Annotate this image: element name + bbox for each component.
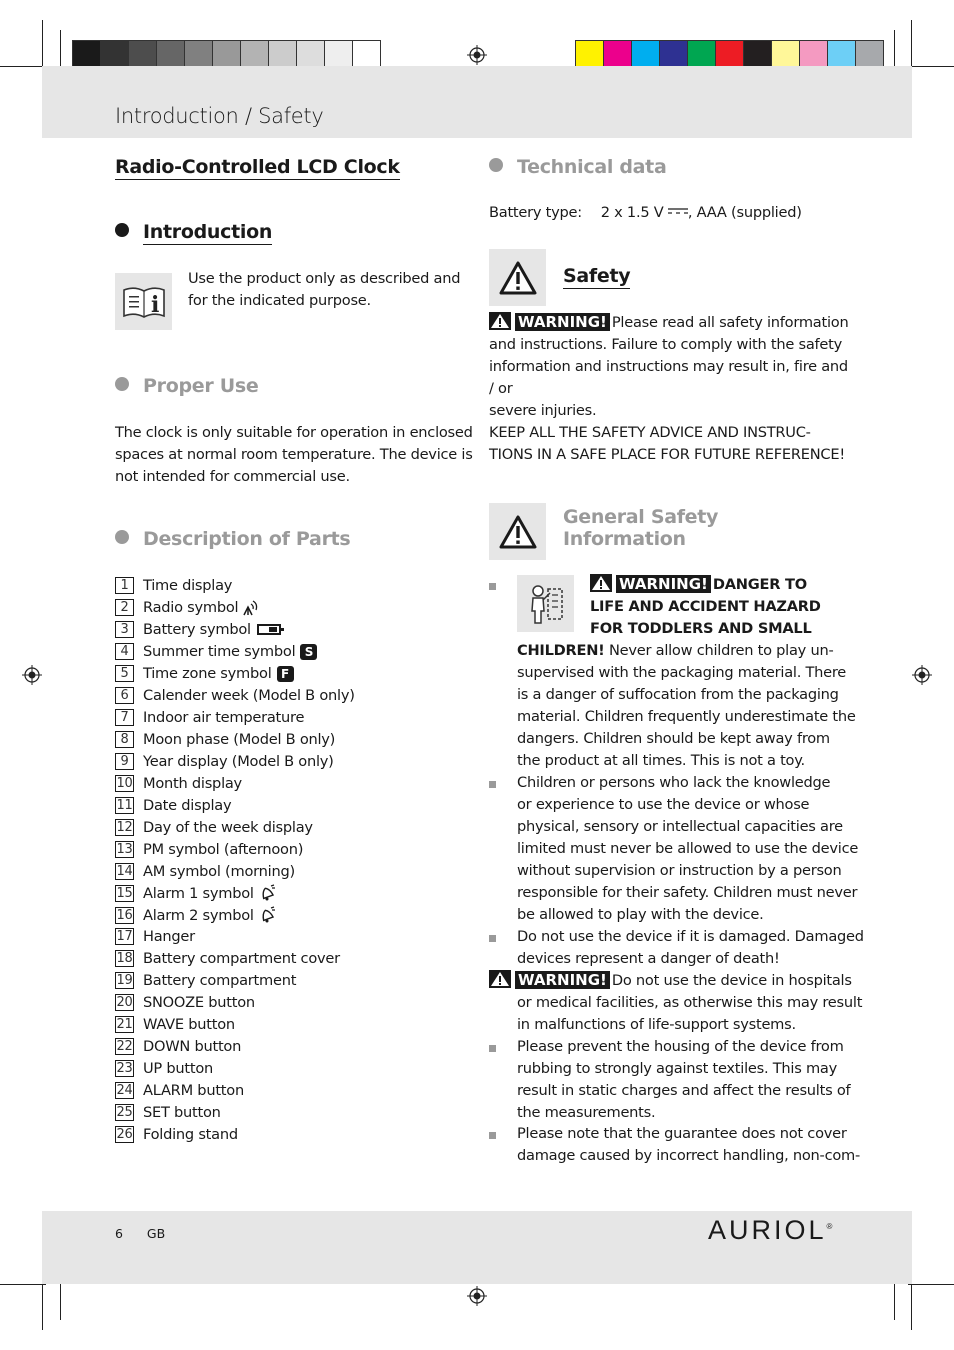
- language-code: GB: [146, 1226, 166, 1241]
- proper-use-text: The clock is only suitable for operation in enclosed spaces at normal room temperature. The device is not intended for commercial use.: [115, 424, 473, 485]
- warning-triangle-icon: [489, 970, 511, 988]
- color-swatch: [632, 41, 660, 69]
- crop-mark: [911, 20, 912, 66]
- part-number: 14: [116, 863, 133, 879]
- color-swatch: [772, 41, 800, 69]
- radio-signal-icon: [242, 599, 260, 617]
- list-item: [115, 860, 355, 882]
- registration-mark-icon: [22, 665, 42, 685]
- part-label: WAVE button: [143, 1016, 235, 1034]
- part-label: Radio symbol: [143, 599, 239, 617]
- part-number: 6: [115, 687, 134, 704]
- part-label: Indoor air temperature: [143, 709, 305, 727]
- part-number: 20: [116, 995, 133, 1011]
- battery-icon: [257, 624, 281, 635]
- list-item: [115, 948, 355, 970]
- part-number: 17: [116, 929, 133, 945]
- color-swatch: [213, 41, 241, 69]
- warning-triangle-icon: [489, 312, 511, 330]
- list-bullet: [489, 935, 496, 942]
- list-item: [115, 729, 355, 751]
- safety-heading: Safety: [563, 265, 631, 287]
- list-item: [115, 663, 355, 685]
- part-number: 22: [116, 1039, 133, 1055]
- warning-label: WARNING!: [515, 313, 610, 331]
- list-item: [115, 1036, 355, 1058]
- warning-label: WARNING!: [616, 575, 711, 593]
- list-item: [115, 685, 355, 707]
- part-number: 21: [116, 1017, 133, 1033]
- general-safety-heading: General Safety Information: [563, 506, 719, 550]
- list-item: [115, 926, 355, 948]
- info-book-icon: [115, 273, 172, 330]
- list-item: [115, 816, 355, 838]
- part-label: Moon phase (Model B only): [143, 731, 336, 749]
- heading-bullet: [115, 223, 129, 237]
- color-swatch: [716, 41, 744, 69]
- part-label: Day of the week display: [143, 818, 313, 836]
- list-item: [115, 641, 355, 663]
- list-bullet: [489, 781, 496, 788]
- list-bullet: [489, 1132, 496, 1139]
- crop-mark: [0, 66, 46, 67]
- warning-triangle-icon: [590, 574, 612, 592]
- part-number: 12: [116, 819, 133, 835]
- safety-warning-icon: [489, 249, 546, 306]
- crop-mark: [0, 1284, 46, 1285]
- part-number: 4: [115, 643, 134, 660]
- part-label: Hanger: [143, 928, 195, 946]
- crop-mark: [908, 66, 954, 67]
- part-label: SNOOZE button: [143, 994, 255, 1012]
- part-number: 7: [115, 709, 134, 726]
- svg-text:i: i: [150, 291, 159, 318]
- brand-logo: AURIOL®: [708, 1215, 833, 1245]
- part-label: Year display (Model B only): [143, 752, 334, 770]
- color-swatch: [800, 41, 828, 69]
- color-swatch: [353, 41, 380, 69]
- color-swatch: [856, 41, 883, 69]
- child-danger-heading: WARNING! DANGER TO LIFE AND ACCIDENT HAZARD FOR TODDLERS AND SMALL: [590, 575, 821, 637]
- part-number: 5: [115, 665, 134, 682]
- parts-heading: Description of Parts: [115, 528, 350, 550]
- keep-instructions-text: KEEP ALL THE SAFETY ADVICE AND INSTRUC- TIONS IN A SAFE PLACE FOR FUTURE REFERENCE!: [489, 424, 845, 463]
- part-label: Time display: [143, 577, 233, 595]
- introduction-text: Use the product only as described and for the indicated purpose.: [188, 270, 461, 309]
- color-swatch: [185, 41, 213, 69]
- color-swatch: [297, 41, 325, 69]
- hospital-warning-text: WARNING! Do not use the device in hospitals or medical facilities, as otherwise this may result in malfunctions of life-support systems.: [489, 970, 862, 1036]
- part-number: 2: [115, 599, 134, 616]
- part-label: Battery compartment: [143, 972, 297, 990]
- list-item: [115, 575, 355, 597]
- part-label: Battery compartment cover: [143, 950, 340, 968]
- color-swatch: [744, 41, 772, 69]
- list-item: [115, 904, 355, 926]
- parts-list: [115, 575, 355, 1145]
- list-item: [115, 1058, 355, 1080]
- list-item: [115, 882, 355, 904]
- list-item: [115, 1080, 355, 1102]
- damaged-warning-text: Do not use the device if it is damaged. Damaged devices represent a danger of death!: [517, 928, 864, 967]
- heading-bullet: [489, 158, 503, 172]
- registration-mark-icon: [467, 1286, 487, 1306]
- textiles-warning-text: Please prevent the housing of the device from rubbing to strongly against textiles. This may result in static charges and affect the results of the measurements.: [517, 1038, 851, 1121]
- list-item: [115, 772, 355, 794]
- part-number: 3: [115, 621, 134, 638]
- general-safety-warning-icon: [489, 503, 546, 560]
- color-swatch: [576, 41, 604, 69]
- list-item: [115, 707, 355, 729]
- list-item: [115, 1014, 355, 1036]
- part-label: Month display: [143, 774, 242, 792]
- part-number: 19: [116, 973, 133, 989]
- part-label: Date display: [143, 796, 232, 814]
- part-label: AM symbol (morning): [143, 862, 295, 880]
- part-number: 16: [116, 907, 133, 923]
- part-label: SET button: [143, 1103, 221, 1121]
- registration-mark-icon: [912, 665, 932, 685]
- part-label: Time zone symbol: [143, 665, 272, 683]
- part-number: 1: [115, 577, 134, 594]
- part-number: 24: [116, 1083, 133, 1099]
- persons-warning-text: Children or persons who lack the knowledge or experience to use the device or whose physical, sensory or intellectual capacities are limited must never be allowed to use the device without supervision or instruction by a person responsible for their safety. Children must never be allowed to play with the device.: [517, 774, 859, 923]
- color-swatch: [325, 41, 353, 69]
- crop-mark: [42, 20, 43, 66]
- safety-warning-text: WARNING! Please read all safety information and instructions. Failure to comply with the safety information and instructions may result in, fire and / or severe injuries.: [489, 313, 849, 419]
- color-swatch: [604, 41, 632, 69]
- registration-mark-icon: [467, 45, 487, 65]
- color-swatch: [660, 41, 688, 69]
- dc-symbol-icon: [668, 206, 688, 216]
- color-swatch: [269, 41, 297, 69]
- technical-data-heading: Technical data: [489, 156, 667, 178]
- part-number: 10: [116, 775, 133, 791]
- color-swatch: [73, 41, 101, 69]
- heading-bullet: [115, 530, 129, 544]
- crop-mark: [60, 1284, 61, 1320]
- alarm-bell-icon: [258, 906, 276, 924]
- list-item: [115, 597, 355, 619]
- list-item: [115, 970, 355, 992]
- introduction-heading: Introduction: [115, 221, 272, 243]
- child-hazard-icon: [517, 575, 574, 632]
- part-label: Folding stand: [143, 1125, 238, 1143]
- part-number: 26: [116, 1126, 133, 1142]
- list-item: [115, 794, 355, 816]
- part-label: DOWN button: [143, 1038, 242, 1056]
- part-number: 13: [116, 841, 133, 857]
- list-item: [115, 838, 355, 860]
- color-swatch: [129, 41, 157, 69]
- heading-bullet: [115, 377, 129, 391]
- footer-page-info: [115, 1226, 165, 1241]
- part-number: 18: [116, 951, 133, 967]
- list-item: [115, 619, 355, 641]
- crop-mark: [60, 30, 61, 66]
- time-zone-badge-icon: F: [277, 666, 294, 682]
- part-number: 15: [116, 885, 133, 901]
- crop-mark: [894, 1284, 895, 1320]
- warning-label: WARNING!: [515, 971, 610, 989]
- list-item: [115, 992, 355, 1014]
- crop-mark: [42, 1284, 43, 1330]
- part-label: Alarm 1 symbol: [143, 884, 254, 902]
- page-title: Introduction / Safety: [115, 104, 324, 128]
- part-label: UP button: [143, 1060, 214, 1078]
- alarm-bell-icon: [258, 884, 276, 902]
- summer-time-badge-icon: S: [300, 644, 317, 660]
- crop-mark: [911, 1284, 912, 1330]
- part-label: Alarm 2 symbol: [143, 906, 254, 924]
- color-swatch: [101, 41, 129, 69]
- proper-use-heading: Proper Use: [115, 375, 258, 397]
- child-danger-text: CHILDREN! Never allow children to play un- supervised with the packaging material. There is a danger of suffocation from the packaging material. Children frequently underestimate the dangers. Children should be kept away from the product at all times. This is not a toy.: [517, 642, 856, 769]
- crop-mark: [908, 1284, 954, 1285]
- part-number: 23: [116, 1061, 133, 1077]
- part-number: 9: [115, 753, 134, 770]
- part-number: 25: [116, 1104, 133, 1120]
- list-bullet: [489, 1045, 496, 1052]
- page-number: 6: [115, 1226, 123, 1241]
- battery-type-line: Battery type: 2 x 1.5 V , AAA (supplied): [489, 204, 802, 221]
- guarantee-text: Please note that the guarantee does not cover damage caused by incorrect handling, non-com-: [517, 1125, 861, 1164]
- list-bullet: [489, 583, 496, 590]
- part-label: PM symbol (afternoon): [143, 840, 304, 858]
- list-item: [115, 1123, 355, 1145]
- color-swatch: [157, 41, 185, 69]
- product-title: Radio-Controlled LCD Clock: [115, 156, 400, 178]
- list-item: [115, 1102, 355, 1124]
- part-label: Summer time symbol: [143, 643, 296, 661]
- part-number: 8: [115, 731, 134, 748]
- crop-mark: [894, 30, 895, 66]
- color-swatch: [688, 41, 716, 69]
- list-item: [115, 751, 355, 773]
- color-swatch: [828, 41, 856, 69]
- part-label: Calender week (Model B only): [143, 687, 355, 705]
- part-label: ALARM button: [143, 1082, 244, 1100]
- part-number: 11: [116, 797, 133, 813]
- color-swatch: [241, 41, 269, 69]
- part-label: Battery symbol: [143, 621, 251, 639]
